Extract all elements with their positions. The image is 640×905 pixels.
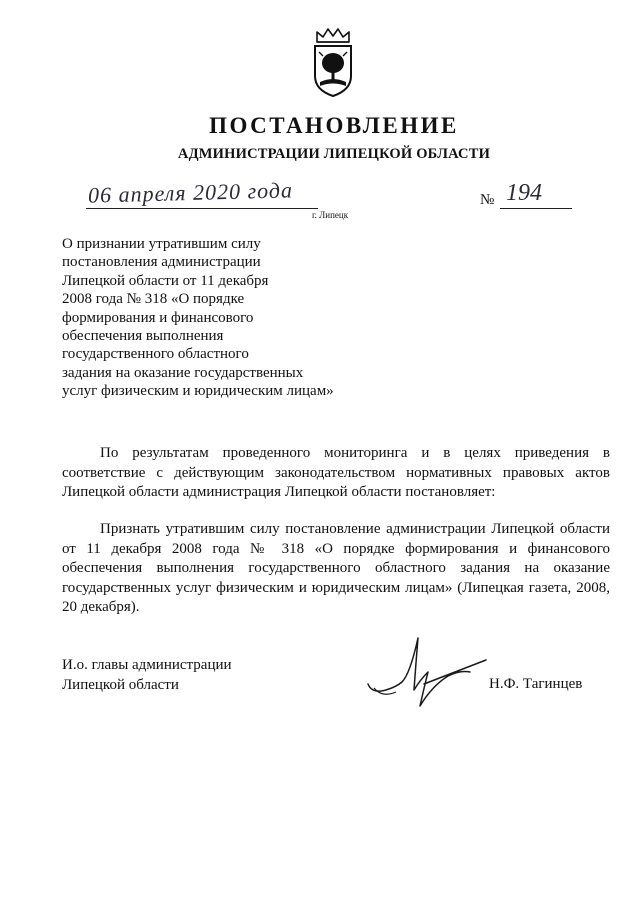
body-paragraph-resolution: Признать утратившим силу постановление администрации Липецкой области от 11 декабря 2008 года № 318 «О порядке формирования и финансового обеспечения выполнения государственного областного задания на оказание государственных услуг физическим и юридическим лицам» (Липецкая газета, 2008, 20 декабря). [62,521,610,615]
handwritten-date: 06 апреля 2020 года [87,177,294,208]
document-title: ПОСТАНОВЛЕНИЕ [209,113,459,138]
date-underline [86,208,318,209]
signatory-position: И.о. главы администрации Липецкой области [62,657,232,693]
number-underline [500,208,572,209]
signer-name: Н.Ф. Тагинцев [489,676,583,692]
city-label: г. Липецк [312,210,349,220]
handwritten-document-number: 194 [506,180,542,206]
coat-of-arms-icon [303,26,363,98]
document-subject: О признании утратившим силу постановления администрации Липецкой области от 11 декабря 2008 года № 318 «О порядке формирования и финансового обеспечения выполнения государственного областного задания на оказание государственных услуг физическим и юридическим лицам» [62,236,334,400]
issuing-authority: АДМИНИСТРАЦИИ ЛИПЕЦКОЙ ОБЛАСТИ [177,146,491,162]
body-paragraph-preamble: По результатам проведенного мониторинга и в целях приведения в соответствие с действующим законодательством нормативных правовых актов Липецкой области администрация Липецкой области постановляет: [62,445,610,500]
handwritten-signature-icon [362,632,492,714]
number-sign: № [480,192,495,208]
